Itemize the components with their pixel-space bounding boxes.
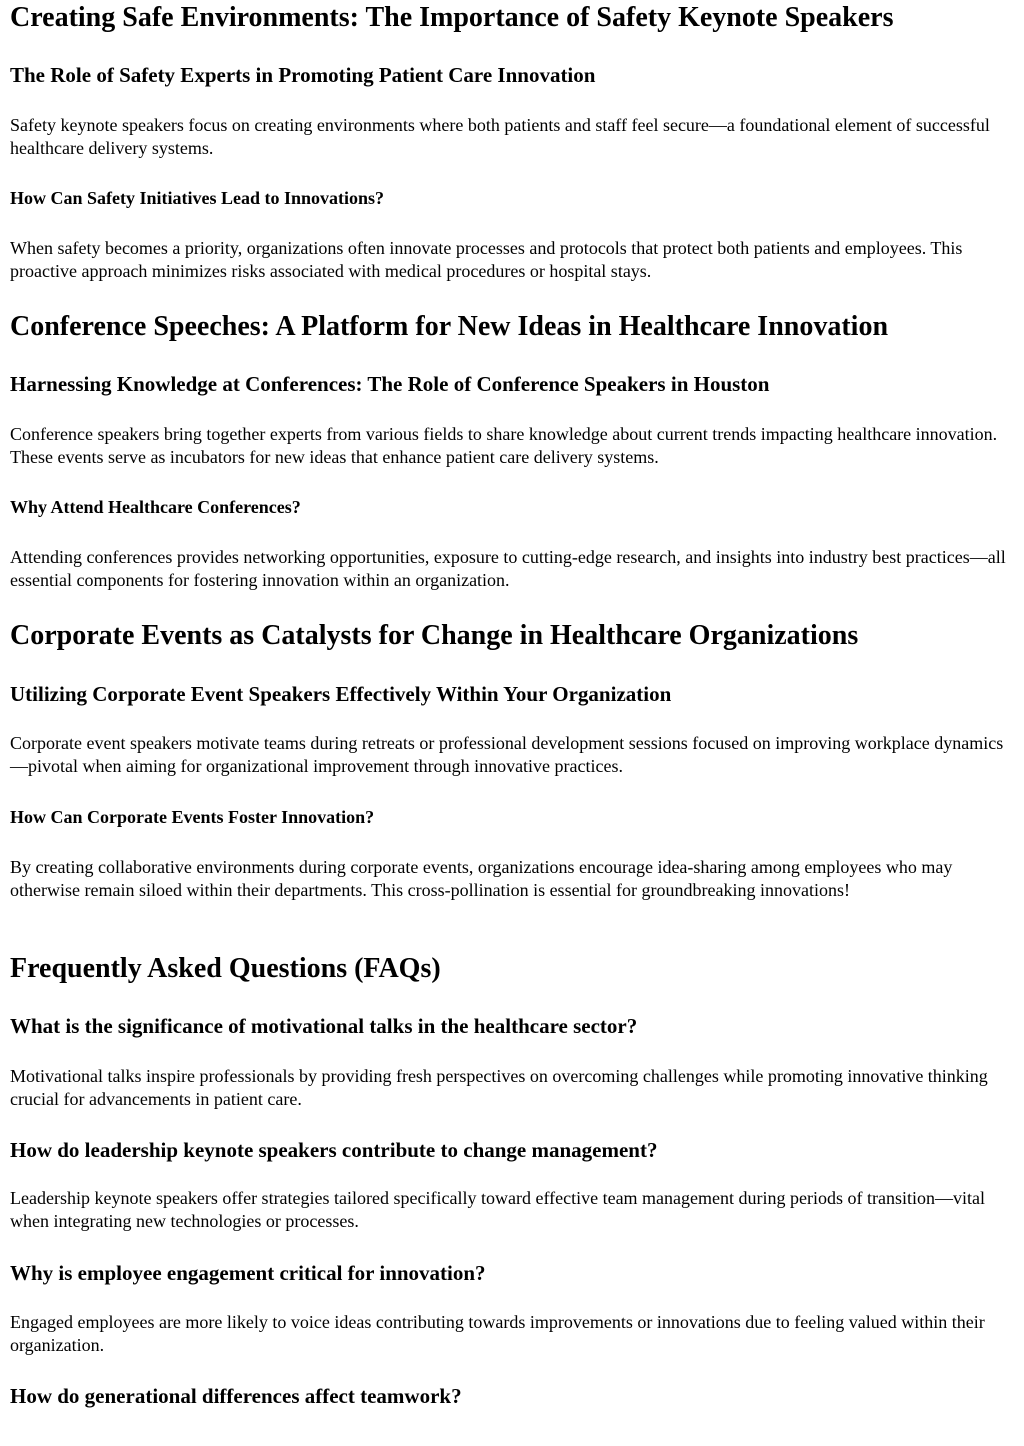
faq-question: How do leadership keynote speakers contribute to change management? — [10, 1138, 658, 1162]
section-answer-safety: When safety becomes a priority, organizations often innovate processes and protocols that protect both patients and employees. This proactive approach minimizes risks associated with medical procedures or hospital stays. — [10, 238, 963, 281]
section-question-corporate: How Can Corporate Events Foster Innovation? — [10, 807, 375, 827]
section-heading-safety: Creating Safe Environments: The Importance of Safety Keynote Speakers — [10, 2, 894, 33]
faq-answer: Engaged employees are more likely to voice ideas contributing towards improvements or innovations due to feeling valued within their organization. — [10, 1312, 985, 1355]
faq-question: How do generational differences affect teamwork? — [10, 1384, 462, 1408]
section-question-conference: Why Attend Healthcare Conferences? — [10, 497, 301, 517]
section-subheading-corporate: Utilizing Corporate Event Speakers Effectively Within Your Organization — [10, 682, 672, 706]
section-answer-corporate: By creating collaborative environments during corporate events, organizations encourage idea-sharing among employees who may otherwise remain siloed within their departments. This cross-pollination is essential for groundbreaking innovations! — [10, 857, 953, 900]
faq-question: What is the significance of motivational talks in the healthcare sector? — [10, 1014, 638, 1038]
faq-question: Why is employee engagement critical for innovation? — [10, 1261, 486, 1285]
section-subheading-safety: The Role of Safety Experts in Promoting Patient Care Innovation — [10, 63, 596, 87]
section-intro-conference: Conference speakers bring together experts from various fields to share knowledge about current trends impacting healthcare innovation. These events serve as incubators for new ideas that enhance patient care delivery systems. — [10, 424, 998, 467]
faq-answer: Motivational talks inspire professionals by providing fresh perspectives on overcoming challenges while promoting innovative thinking crucial for advancements in patient care. — [10, 1066, 988, 1109]
section-heading-corporate: Corporate Events as Catalysts for Change in Healthcare Organizations — [10, 620, 859, 651]
section-intro-safety: Safety keynote speakers focus on creating environments where both patients and staff feel secure—a foundational element of successful healthcare delivery systems. — [10, 115, 990, 158]
faq-heading: Frequently Asked Questions (FAQs) — [10, 953, 441, 984]
section-subheading-conference: Harnessing Knowledge at Conferences: The Role of Conference Speakers in Houston — [10, 372, 770, 396]
section-heading-conference: Conference Speeches: A Platform for New Ideas in Healthcare Innovation — [10, 311, 889, 342]
section-question-safety: How Can Safety Initiatives Lead to Innovations? — [10, 188, 385, 208]
section-intro-corporate: Corporate event speakers motivate teams during retreats or professional development sessions focused on improving workplace dynamics—pivotal when aiming for organizational improvement through innovative practices. — [10, 733, 1004, 776]
section-answer-conference: Attending conferences provides networking opportunities, exposure to cutting-edge research, and insights into industry best practices—all essential components for fostering innovation within an organization. — [10, 547, 1006, 590]
faq-answer: Leadership keynote speakers offer strategies tailored specifically toward effective team management during periods of transition—vital when integrating new technologies or processes. — [10, 1188, 985, 1231]
